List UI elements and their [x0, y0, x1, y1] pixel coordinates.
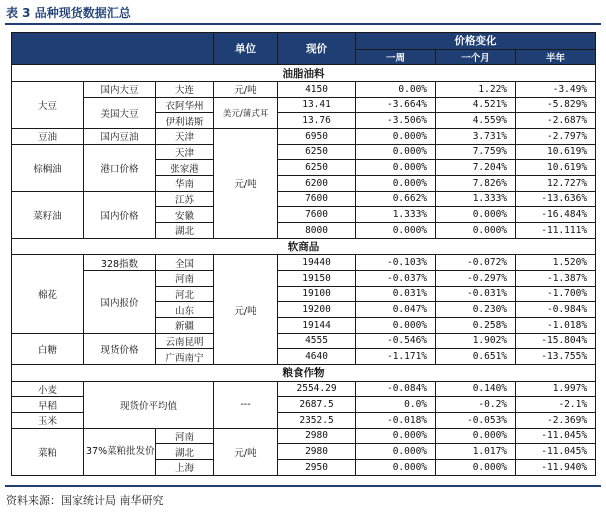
halfyear-cell: 1.520% — [516, 255, 596, 271]
source-note: 资料来源：国家统计局 南华研究 — [6, 494, 164, 507]
month-cell: 4.521% — [436, 97, 516, 113]
month-cell: -0.297% — [436, 270, 516, 286]
region-cell: 河北 — [156, 286, 214, 302]
month-cell: 1.22% — [436, 81, 516, 97]
header-price: 现价 — [278, 33, 356, 65]
unit-cell: 元/吨 — [214, 128, 278, 238]
header-change: 价格变化 — [356, 33, 596, 50]
header-blank — [12, 33, 214, 65]
header-month: 一个月 — [436, 49, 516, 65]
halfyear-cell: -13.636% — [516, 191, 596, 207]
type-cell: 美国大豆 — [84, 97, 156, 128]
week-cell: 0.000% — [356, 444, 436, 460]
unit-cell: 美元/蒲式耳 — [214, 97, 278, 128]
table-row — [12, 381, 596, 397]
type-cell: 港口价格 — [84, 144, 156, 191]
table-row — [12, 333, 596, 349]
week-cell: -0.037% — [356, 270, 436, 286]
bottom-rule — [5, 485, 601, 487]
month-cell: 1.902% — [436, 333, 516, 349]
week-cell: -0.546% — [356, 333, 436, 349]
region-cell: 衣阿华州 — [156, 97, 214, 113]
type-cell: 现货价格 — [84, 333, 156, 364]
type-cell: 国内价格 — [84, 191, 156, 238]
price-cell: 4150 — [278, 81, 356, 97]
price-cell: 13.76 — [278, 113, 356, 129]
region-cell: 新疆 — [156, 317, 214, 333]
price-cell: 13.41 — [278, 97, 356, 113]
week-cell: 0.0% — [356, 397, 436, 413]
price-cell: 2980 — [278, 444, 356, 460]
region-cell: 广西南宁 — [156, 349, 214, 365]
month-cell: 3.731% — [436, 128, 516, 144]
region-cell: 湖北 — [156, 222, 214, 238]
price-cell: 19200 — [278, 302, 356, 318]
region-cell: 江苏 — [156, 191, 214, 207]
region-cell: 云南昆明 — [156, 333, 214, 349]
unit-cell: 元/吨 — [214, 81, 278, 97]
unit-cell: 元/吨 — [214, 428, 278, 475]
month-cell: 0.000% — [436, 222, 516, 238]
section-row — [12, 364, 596, 381]
price-cell: 2352.5 — [278, 412, 356, 428]
price-cell: 6250 — [278, 160, 356, 176]
section-row — [12, 238, 596, 255]
month-cell: 7.826% — [436, 175, 516, 191]
type-cell: 国内报价 — [84, 270, 156, 333]
product-cell: 白糖 — [12, 333, 84, 364]
price-cell: 19144 — [278, 317, 356, 333]
section-oils: 油脂油料 — [12, 65, 596, 82]
halfyear-cell: -1.700% — [516, 286, 596, 302]
week-cell: -1.171% — [356, 349, 436, 365]
price-cell: 6250 — [278, 144, 356, 160]
region-cell: 大连 — [156, 81, 214, 97]
halfyear-cell: -2.1% — [516, 397, 596, 413]
product-cell: 早稻 — [12, 397, 84, 413]
product-cell: 小麦 — [12, 381, 84, 397]
week-cell: 0.000% — [356, 459, 436, 475]
month-cell: 0.000% — [436, 207, 516, 223]
halfyear-cell: 10.619% — [516, 144, 596, 160]
week-cell: 0.000% — [356, 144, 436, 160]
halfyear-cell: -1.018% — [516, 317, 596, 333]
month-cell: 7.759% — [436, 144, 516, 160]
price-cell: 19150 — [278, 270, 356, 286]
type-cell: 37%菜粕批发价 — [84, 428, 156, 475]
product-cell: 菜籽油 — [12, 191, 84, 238]
table-row — [12, 191, 596, 207]
price-cell: 19440 — [278, 255, 356, 271]
month-cell: 0.140% — [436, 381, 516, 397]
halfyear-cell: 10.619% — [516, 160, 596, 176]
month-cell: 1.017% — [436, 444, 516, 460]
table-row — [12, 144, 596, 160]
price-cell: 19100 — [278, 286, 356, 302]
halfyear-cell: -13.755% — [516, 349, 596, 365]
product-cell: 菜粕 — [12, 428, 84, 475]
halfyear-cell: -2.369% — [516, 412, 596, 428]
product-cell: 棉花 — [12, 255, 84, 333]
price-cell: 2687.5 — [278, 397, 356, 413]
price-cell: 7600 — [278, 191, 356, 207]
week-cell: -0.084% — [356, 381, 436, 397]
month-cell: 0.230% — [436, 302, 516, 318]
product-cell: 豆油 — [12, 128, 84, 144]
halfyear-cell: -16.484% — [516, 207, 596, 223]
week-cell: -3.506% — [356, 113, 436, 129]
halfyear-cell: -0.984% — [516, 302, 596, 318]
month-cell: 1.333% — [436, 191, 516, 207]
section-grain: 粮食作物 — [12, 364, 596, 381]
halfyear-cell: -2.797% — [516, 128, 596, 144]
table-title: 表 3 品种现货数据汇总 — [6, 6, 131, 20]
type-cell: 328指数 — [84, 255, 156, 271]
month-cell: 0.000% — [436, 459, 516, 475]
week-cell: 0.000% — [356, 128, 436, 144]
section-row — [12, 65, 596, 82]
month-cell: 4.559% — [436, 113, 516, 129]
halfyear-cell: -11.940% — [516, 459, 596, 475]
unit-cell: --- — [214, 381, 278, 428]
header-row — [12, 33, 596, 50]
week-cell: 0.031% — [356, 286, 436, 302]
month-cell: -0.072% — [436, 255, 516, 271]
halfyear-cell: -15.804% — [516, 333, 596, 349]
product-cell: 玉米 — [12, 412, 84, 428]
halfyear-cell: -3.49% — [516, 81, 596, 97]
month-cell: -0.053% — [436, 412, 516, 428]
region-cell: 河南 — [156, 270, 214, 286]
table-row — [12, 428, 596, 444]
header-unit: 单位 — [214, 33, 278, 65]
region-cell: 天津 — [156, 128, 214, 144]
product-cell: 大豆 — [12, 81, 84, 128]
table-row — [12, 255, 596, 271]
week-cell: 0.000% — [356, 317, 436, 333]
month-cell: 0.000% — [436, 428, 516, 444]
price-cell: 2950 — [278, 459, 356, 475]
top-rule — [5, 23, 601, 25]
week-cell: 0.00% — [356, 81, 436, 97]
month-cell: -0.031% — [436, 286, 516, 302]
week-cell: 0.000% — [356, 175, 436, 191]
region-cell: 安徽 — [156, 207, 214, 223]
week-cell: -3.664% — [356, 97, 436, 113]
price-cell: 6950 — [278, 128, 356, 144]
week-cell: 0.000% — [356, 160, 436, 176]
table-row — [12, 128, 596, 144]
region-cell: 湖北 — [156, 444, 214, 460]
week-cell: 0.000% — [356, 222, 436, 238]
halfyear-cell: -11.045% — [516, 444, 596, 460]
price-cell: 2980 — [278, 428, 356, 444]
section-soft: 软商品 — [12, 238, 596, 255]
region-cell: 伊利诺斯 — [156, 113, 214, 129]
price-cell: 2554.29 — [278, 381, 356, 397]
region-cell: 全国 — [156, 255, 214, 271]
type-cell: 国内豆油 — [84, 128, 156, 144]
week-cell: -0.018% — [356, 412, 436, 428]
region-cell: 山东 — [156, 302, 214, 318]
week-cell: 1.333% — [356, 207, 436, 223]
month-cell: -0.2% — [436, 397, 516, 413]
halfyear-cell: 12.727% — [516, 175, 596, 191]
month-cell: 0.651% — [436, 349, 516, 365]
week-cell: 0.662% — [356, 191, 436, 207]
week-cell: 0.047% — [356, 302, 436, 318]
region-cell: 张家港 — [156, 160, 214, 176]
week-cell: -0.103% — [356, 255, 436, 271]
type-cell: 国内大豆 — [84, 81, 156, 97]
month-cell: 0.258% — [436, 317, 516, 333]
region-cell: 天津 — [156, 144, 214, 160]
type-cell: 现货价平均值 — [84, 381, 214, 428]
price-cell: 8000 — [278, 222, 356, 238]
product-cell: 棕榈油 — [12, 144, 84, 191]
price-cell: 4555 — [278, 333, 356, 349]
price-cell: 7600 — [278, 207, 356, 223]
table-row — [12, 97, 596, 113]
halfyear-cell: -2.687% — [516, 113, 596, 129]
region-cell: 上海 — [156, 459, 214, 475]
price-cell: 4640 — [278, 349, 356, 365]
table-row — [12, 270, 596, 286]
region-cell: 华南 — [156, 175, 214, 191]
region-cell: 河南 — [156, 428, 214, 444]
halfyear-cell: -1.387% — [516, 270, 596, 286]
halfyear-cell: -11.111% — [516, 222, 596, 238]
halfyear-cell: 1.997% — [516, 381, 596, 397]
halfyear-cell: -11.045% — [516, 428, 596, 444]
table-row — [12, 81, 596, 97]
unit-cell: 元/吨 — [214, 255, 278, 365]
spot-data-table — [11, 32, 596, 476]
week-cell: 0.000% — [356, 428, 436, 444]
header-week: 一周 — [356, 49, 436, 65]
month-cell: 7.204% — [436, 160, 516, 176]
header-halfyear: 半年 — [516, 49, 596, 65]
halfyear-cell: -5.829% — [516, 97, 596, 113]
price-cell: 6200 — [278, 175, 356, 191]
